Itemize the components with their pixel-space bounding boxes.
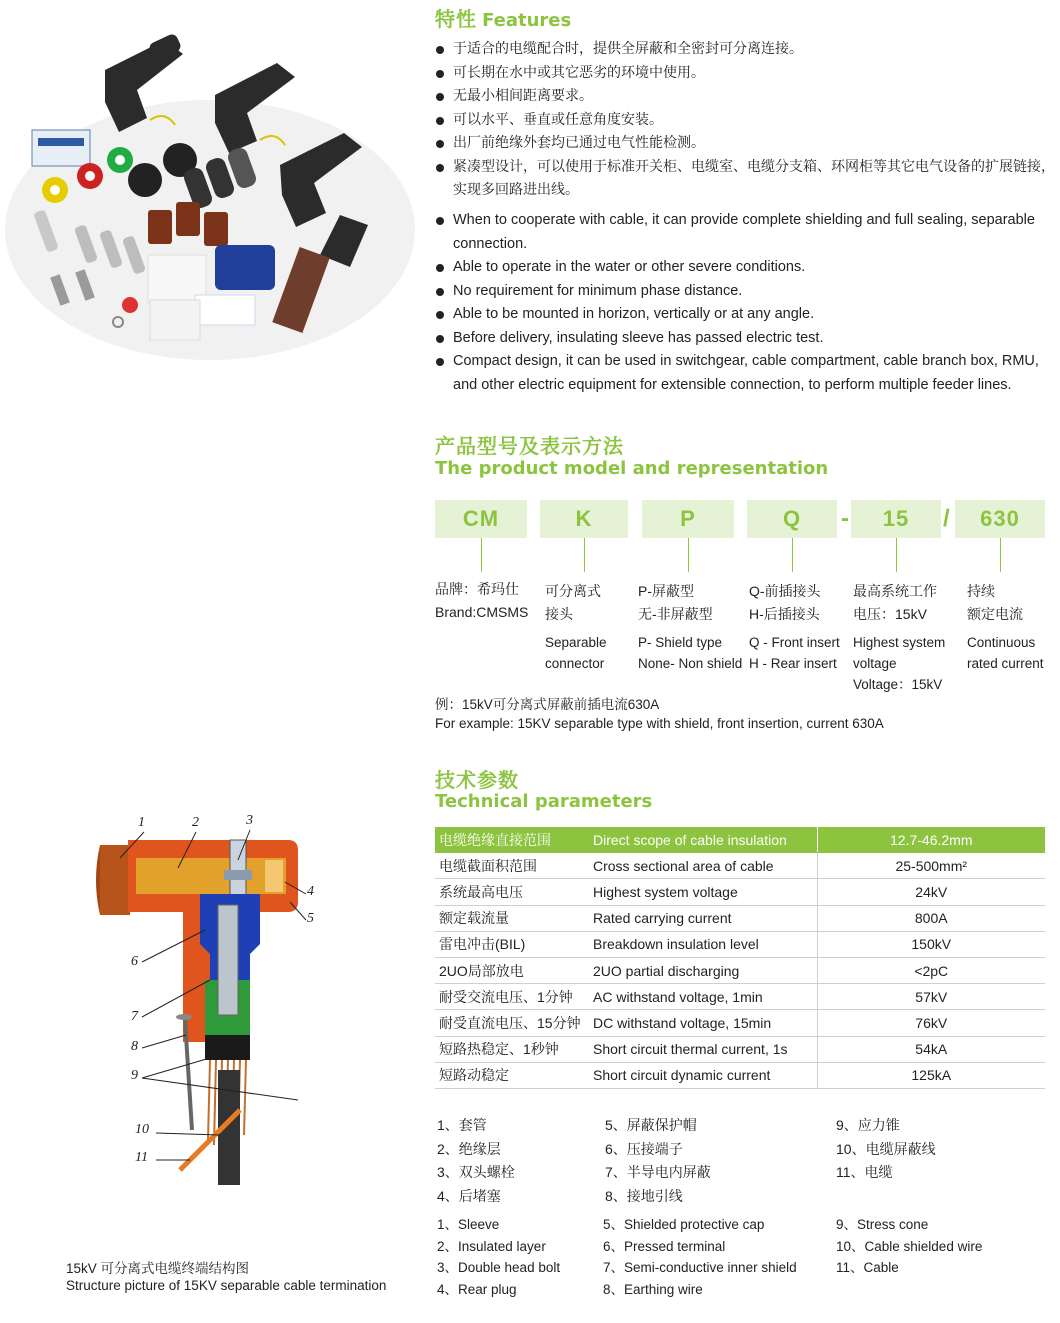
part-item: 1、Sleeve bbox=[437, 1217, 500, 1232]
diagram-number: 8 bbox=[131, 1039, 138, 1054]
table-row bbox=[435, 984, 1045, 1010]
label-line: Brand:CMSMS bbox=[435, 604, 529, 620]
feature-item-cn: 可以水平、垂直或任意角度安装。 bbox=[435, 109, 1055, 133]
label-line: 品牌：希玛仕 bbox=[435, 581, 519, 597]
feature-item-cn: 于适合的电缆配合时，提供全屏蔽和全密封可分离连接。 bbox=[435, 38, 1055, 62]
part-item: 6、Pressed terminal bbox=[603, 1238, 726, 1254]
diagram-number: 2 bbox=[192, 815, 199, 830]
parts-list-cn-col1 bbox=[437, 1114, 515, 1208]
connector-line bbox=[792, 538, 793, 572]
diagram-number: 1 bbox=[138, 815, 145, 830]
label-line: 电压：15kV bbox=[853, 606, 927, 622]
label-line: H - Rear insert bbox=[749, 656, 837, 671]
part-item: 6、压接端子 bbox=[605, 1140, 683, 1157]
feature-item-cn: 可长期在水中或其它恶劣的环境中使用。 bbox=[435, 62, 1055, 86]
diagram-caption-en: Structure picture of 15KV separable cable termination bbox=[66, 1278, 387, 1293]
table-row bbox=[435, 905, 1045, 931]
diagram-caption-cn: 15kV 可分离式电缆终端结构图 bbox=[66, 1261, 250, 1276]
part-item: 11、Cable bbox=[836, 1260, 899, 1275]
model-separator-dash: - bbox=[841, 505, 849, 532]
parts-list-en-col3 bbox=[836, 1214, 982, 1279]
feature-item-cn: 无最小相间距离要求。 bbox=[435, 85, 1055, 109]
parts-list-cn-col3 bbox=[836, 1114, 936, 1185]
param-name-cn: 雷电冲击(BIL) bbox=[435, 931, 589, 957]
table-row bbox=[435, 931, 1045, 957]
label-line: connector bbox=[545, 656, 605, 671]
label-line: 可分离式 bbox=[545, 583, 601, 599]
features-heading bbox=[435, 3, 571, 32]
param-value: 25-500mm² bbox=[817, 853, 1045, 879]
table-row bbox=[435, 827, 1045, 853]
param-value: 76kV bbox=[817, 1010, 1045, 1036]
label-line: 额定电流 bbox=[967, 606, 1023, 622]
parts-list-cn-col2 bbox=[605, 1114, 711, 1208]
param-name-en: Breakdown insulation level bbox=[589, 931, 817, 957]
param-name-en: Short circuit thermal current, 1s bbox=[589, 1036, 817, 1062]
model-heading-cn: 产品型号及表示方法 bbox=[435, 434, 624, 458]
product-kit-photo bbox=[0, 0, 425, 375]
part-item: 9、应力锥 bbox=[836, 1117, 900, 1133]
param-value: 54kA bbox=[817, 1036, 1045, 1062]
table-row bbox=[435, 1036, 1045, 1062]
part-item: 11、电缆 bbox=[836, 1164, 893, 1180]
param-name-en: 2UO partial discharging bbox=[589, 957, 817, 983]
param-name-en: Rated carrying current bbox=[589, 905, 817, 931]
label-line: 接头 bbox=[545, 606, 573, 622]
model-code-type: K bbox=[540, 500, 628, 538]
label-line: Continuous bbox=[967, 635, 1036, 650]
termination-structure-diagram bbox=[80, 810, 320, 1200]
param-name-en: Highest system voltage bbox=[589, 879, 817, 905]
model-heading-en: The product model and representation bbox=[435, 458, 829, 479]
label-line: P- Shield type bbox=[638, 635, 723, 650]
param-value: 12.7-46.2mm bbox=[817, 827, 1045, 853]
label-line: Separable bbox=[545, 635, 607, 650]
param-name-cn: 电缆绝缘直接范围 bbox=[435, 827, 589, 853]
label-line: 无-非屏蔽型 bbox=[638, 606, 713, 622]
model-separator-slash: / bbox=[943, 505, 950, 532]
param-value: 800A bbox=[817, 905, 1045, 931]
feature-item-en: No requirement for minimum phase distance. bbox=[435, 280, 1055, 304]
param-value: <2pC bbox=[817, 957, 1045, 983]
param-name-en: AC withstand voltage, 1min bbox=[589, 984, 817, 1010]
param-name-en: DC withstand voltage, 15min bbox=[589, 1010, 817, 1036]
params-heading-cn: 技术参数 bbox=[435, 768, 519, 792]
features-heading-cn: 特性 bbox=[435, 7, 477, 31]
label-line: Voltage：15kV bbox=[853, 677, 943, 692]
model-code-brand: CM bbox=[435, 500, 527, 538]
part-item: 1、套管 bbox=[437, 1117, 487, 1133]
part-item: 4、Rear plug bbox=[437, 1281, 517, 1297]
param-value: 57kV bbox=[817, 984, 1045, 1010]
table-row bbox=[435, 957, 1045, 983]
part-item: 4、后堵塞 bbox=[437, 1187, 501, 1204]
table-row bbox=[435, 853, 1045, 879]
label-line: H-后插接头 bbox=[749, 606, 820, 622]
diagram-number: 4 bbox=[307, 884, 314, 899]
connector-line bbox=[481, 538, 482, 572]
part-item: 3、Double head bolt bbox=[437, 1260, 561, 1275]
label-line: Highest system bbox=[853, 635, 946, 650]
model-label-type bbox=[545, 580, 607, 674]
part-item: 5、屏蔽保护帽 bbox=[605, 1117, 697, 1133]
model-code-shield: P bbox=[642, 500, 734, 538]
part-item: 8、接地引线 bbox=[605, 1187, 683, 1204]
label-line: 持续 bbox=[967, 583, 995, 599]
part-item: 10、Cable shielded wire bbox=[836, 1238, 983, 1254]
param-name-en: Short circuit dynamic current bbox=[589, 1062, 817, 1088]
param-name-en: Cross sectional area of cable bbox=[589, 853, 817, 879]
param-name-en: Direct scope of cable insulation bbox=[589, 827, 817, 853]
table-row bbox=[435, 1062, 1045, 1088]
label-line: voltage bbox=[853, 656, 897, 671]
param-name-cn: 额定载流量 bbox=[435, 905, 589, 931]
part-item: 7、半导电内屏蔽 bbox=[605, 1164, 711, 1180]
feature-item-cn: 出厂前绝缘外套均已通过电气性能检测。 bbox=[435, 132, 1055, 156]
part-item: 8、Earthing wire bbox=[603, 1281, 703, 1297]
feature-item-en: Able to be mounted in horizon, vertically or at any angle. bbox=[435, 303, 1055, 327]
connector-line bbox=[688, 538, 689, 572]
model-example-en: For example: 15KV separable type with shield, front insertion, current 630A bbox=[435, 716, 884, 731]
diagram-number: 5 bbox=[307, 911, 314, 926]
model-label-insert bbox=[749, 580, 840, 674]
param-value: 24kV bbox=[817, 879, 1045, 905]
connector-line bbox=[584, 538, 585, 572]
part-item: 2、绝缘层 bbox=[437, 1140, 501, 1157]
params-heading-en: Technical parameters bbox=[435, 791, 653, 812]
feature-item-en: Able to operate in the water or other severe conditions. bbox=[435, 256, 1055, 280]
diagram-number: 3 bbox=[246, 813, 253, 828]
param-name-cn: 系统最高电压 bbox=[435, 879, 589, 905]
param-name-cn: 短路动稳定 bbox=[435, 1062, 589, 1088]
model-label-brand bbox=[435, 578, 528, 624]
feature-item-en: When to cooperate with cable, it can provide complete shielding and full sealing, separable connection. bbox=[435, 209, 1055, 256]
param-name-cn: 短路热稳定、1秒钟 bbox=[435, 1036, 589, 1062]
param-value: 125kA bbox=[817, 1062, 1045, 1088]
model-code-voltage: 15 bbox=[851, 500, 941, 538]
diagram-number: 9 bbox=[131, 1068, 138, 1083]
connector-line bbox=[896, 538, 897, 572]
table-row bbox=[435, 879, 1045, 905]
model-code-current: 630 bbox=[955, 500, 1045, 538]
param-name-cn: 电缆截面积范围 bbox=[435, 853, 589, 879]
label-line: 最高系统工作 bbox=[853, 583, 937, 599]
param-name-cn: 2UO局部放电 bbox=[435, 957, 589, 983]
label-line: Q-前插接头 bbox=[749, 583, 821, 599]
diagram-number: 6 bbox=[131, 954, 138, 969]
model-example-cn: 例：15kV可分离式屏蔽前插电流630A bbox=[435, 697, 660, 712]
param-name-cn: 耐受交流电压、1分钟 bbox=[435, 984, 589, 1010]
label-line: P-屏蔽型 bbox=[638, 583, 694, 599]
part-item: 9、Stress cone bbox=[836, 1217, 929, 1232]
diagram-number: 7 bbox=[131, 1009, 138, 1024]
part-item: 2、Insulated layer bbox=[437, 1238, 546, 1254]
diagram-number: 11 bbox=[135, 1150, 148, 1165]
model-label-current bbox=[967, 580, 1044, 674]
table-row bbox=[435, 1010, 1045, 1036]
feature-item-cn: 紧凑型设计，可以使用于标准开关柜、电缆室、电缆分支箱、环网柜等其它电气设备的扩展链接，实现多回路进出线。 bbox=[435, 156, 1055, 203]
param-name-cn: 耐受直流电压、15分钟 bbox=[435, 1010, 589, 1036]
model-label-voltage bbox=[853, 580, 945, 695]
diagram-number: 10 bbox=[135, 1122, 149, 1137]
connector-line bbox=[1000, 538, 1001, 572]
part-item: 7、Semi-conductive inner shield bbox=[603, 1260, 797, 1275]
features-list-cn bbox=[435, 38, 1055, 203]
model-code-insert: Q bbox=[747, 500, 837, 538]
feature-item-en: Compact design, it can be used in switchgear, cable compartment, cable branch box, RMU, and other electric equipment for extensible connection, to perform multiple feeder lines. bbox=[435, 350, 1055, 397]
param-value: 150kV bbox=[817, 931, 1045, 957]
part-item: 5、Shielded protective cap bbox=[603, 1217, 765, 1232]
params-table bbox=[435, 827, 1045, 1089]
parts-list-en-col2 bbox=[603, 1214, 797, 1300]
feature-item-en: Before delivery, insulating sleeve has passed electric test. bbox=[435, 327, 1055, 351]
part-item: 3、双头螺栓 bbox=[437, 1164, 515, 1180]
model-label-shield bbox=[638, 580, 742, 674]
features-heading-en: Features bbox=[482, 10, 572, 31]
label-line: None- Non shield bbox=[638, 656, 743, 671]
part-item: 10、电缆屏蔽线 bbox=[836, 1140, 936, 1157]
label-line: rated current bbox=[967, 656, 1044, 671]
features-list-en bbox=[435, 209, 1055, 397]
parts-list-en-col1 bbox=[437, 1214, 560, 1300]
label-line: Q - Front insert bbox=[749, 635, 840, 650]
